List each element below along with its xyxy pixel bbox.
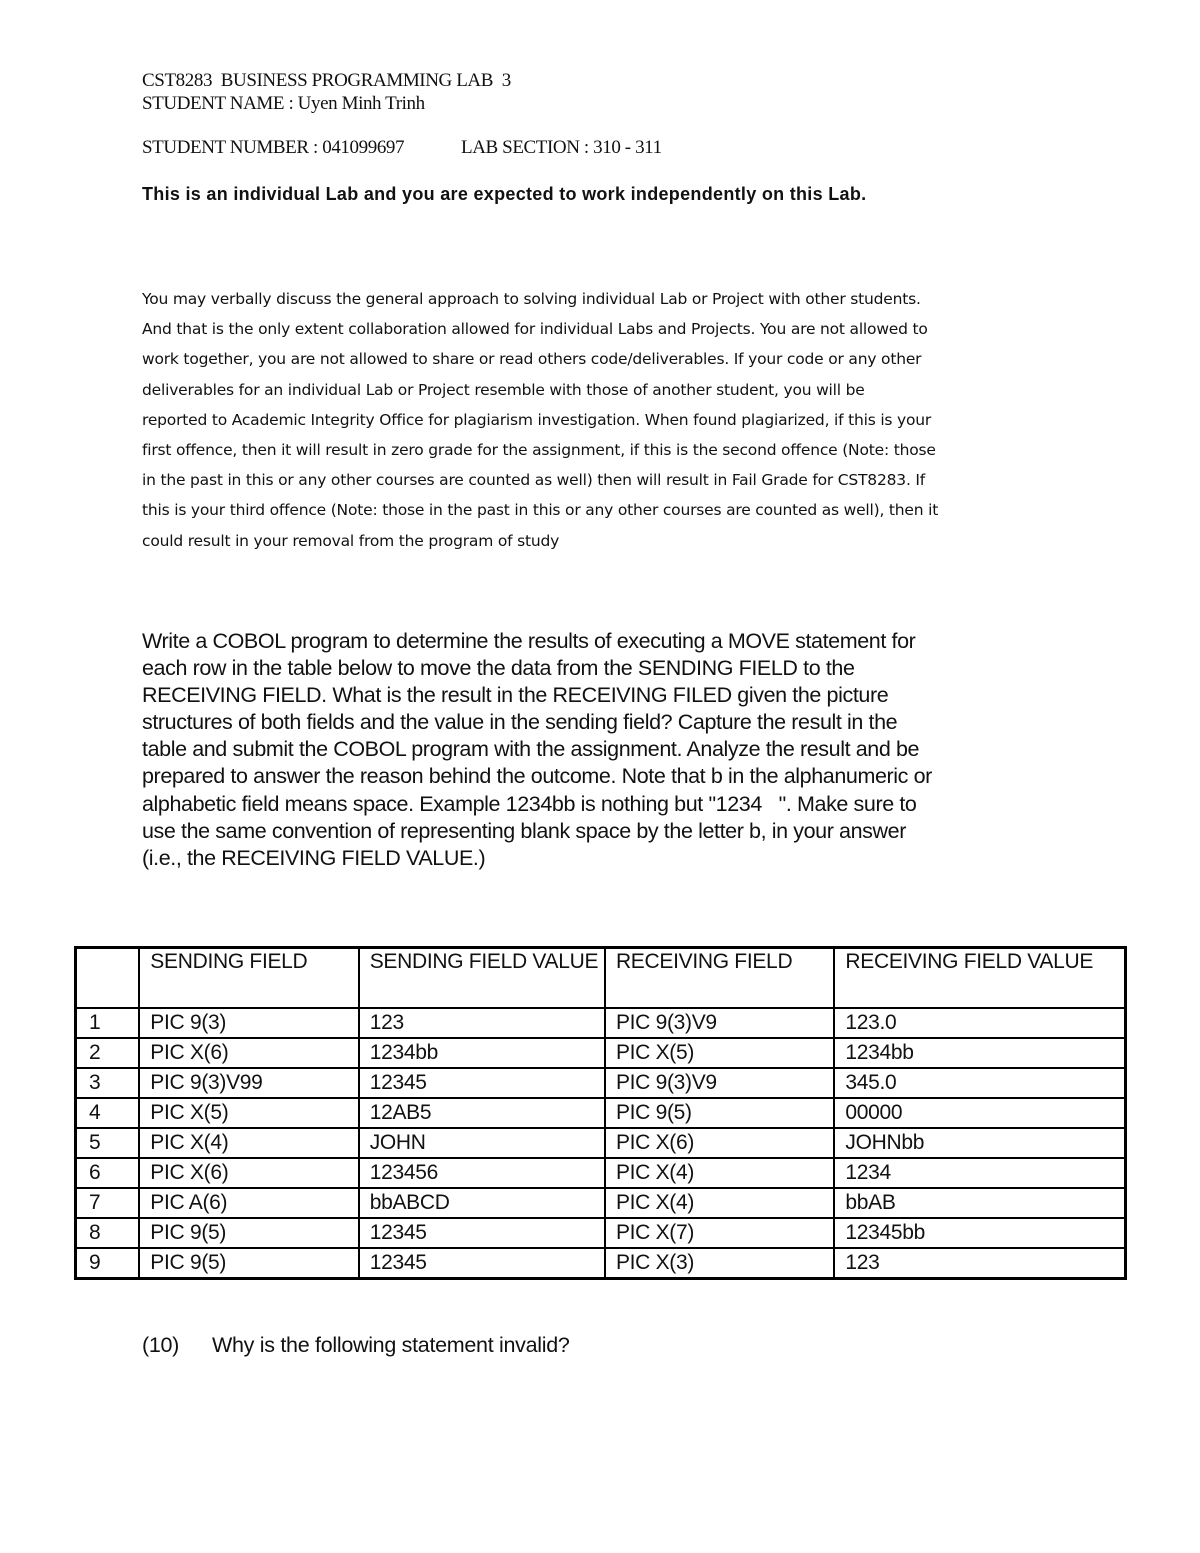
sending-value-cell: 123: [359, 1008, 605, 1038]
assignment-instructions: [142, 628, 1092, 872]
receiving-value-cell: 1234bb: [834, 1038, 1125, 1068]
policy-line: this is your third offence (Note: those in the past in this or any other courses are counted as well), then it: [142, 501, 939, 520]
policy-line: could result in your removal from the program of study: [142, 531, 560, 550]
header-row-number: [76, 948, 140, 1009]
table-header-row: [76, 948, 1126, 1009]
receiving-field-cell: PIC 9(3)V9: [605, 1068, 834, 1098]
lab-section: LAB SECTION : 310 - 311: [461, 137, 662, 158]
sending-field-cell: PIC X(5): [139, 1098, 358, 1128]
receiving-field-cell: PIC 9(5): [605, 1098, 834, 1128]
receiving-field-cell: PIC X(3): [605, 1248, 834, 1279]
sending-value-cell: 12345: [359, 1248, 605, 1279]
sending-value-cell: 12345: [359, 1068, 605, 1098]
row-number-cell: 5: [76, 1128, 140, 1158]
sending-value-cell: 1234bb: [359, 1038, 605, 1068]
sending-field-cell: PIC X(4): [139, 1128, 358, 1158]
receiving-value-cell: 123.0: [834, 1008, 1125, 1038]
instruction-line: each row in the table below to move the data from the SENDING FIELD to the: [142, 656, 855, 681]
academic-integrity-policy: [142, 284, 1072, 556]
move-results-table: [74, 946, 1127, 1280]
sending-value-cell: JOHN: [359, 1128, 605, 1158]
instruction-line: structures of both fields and the value in the sending field? Capture the result in the: [142, 710, 898, 735]
header-receiving-field: RECEIVING FIELD: [605, 948, 834, 1009]
policy-line: work together, you are not allowed to share or read others code/deliverables. If your code or any other: [142, 350, 922, 369]
instruction-line: (i.e., the RECEIVING FIELD VALUE.): [142, 845, 486, 870]
header-sending-field-value: SENDING FIELD VALUE: [359, 948, 605, 1009]
receiving-field-cell: PIC X(4): [605, 1188, 834, 1218]
question-text: Why is the following statement invalid?: [212, 1333, 570, 1357]
header-receiving-field-value: RECEIVING FIELD VALUE: [834, 948, 1125, 1009]
receiving-value-cell: 00000: [834, 1098, 1125, 1128]
header-sending-field: SENDING FIELD: [139, 948, 358, 1009]
instruction-line: alphabetic field means space. Example 1234bb is nothing but "1234 ". Make sure to: [142, 791, 917, 816]
row-number-cell: 7: [76, 1188, 140, 1218]
sending-field-cell: PIC 9(3)V99: [139, 1068, 358, 1098]
row-number-cell: 9: [76, 1248, 140, 1279]
row-number-cell: 8: [76, 1218, 140, 1248]
instruction-line: table and submit the COBOL program with the assignment. Analyze the result and be: [142, 737, 920, 762]
table-row: [76, 1158, 1126, 1188]
receiving-value-cell: bbAB: [834, 1188, 1125, 1218]
independent-work-notice: This is an individual Lab and you are expected to work independently on this Lab.: [142, 184, 867, 204]
table-body: [76, 1008, 1126, 1279]
receiving-field-cell: PIC X(7): [605, 1218, 834, 1248]
row-number-cell: 1: [76, 1008, 140, 1038]
sending-field-cell: PIC X(6): [139, 1038, 358, 1068]
sending-value-cell: bbABCD: [359, 1188, 605, 1218]
receiving-field-cell: PIC X(5): [605, 1038, 834, 1068]
table-row: [76, 1248, 1126, 1279]
table-row: [76, 1188, 1126, 1218]
instruction-line: RECEIVING FIELD. What is the result in the RECEIVING FILED given the picture: [142, 683, 889, 708]
student-number: STUDENT NUMBER : 041099697: [142, 137, 405, 158]
table-row: [76, 1098, 1126, 1128]
table-row: [76, 1008, 1126, 1038]
receiving-field-cell: PIC X(4): [605, 1158, 834, 1188]
sending-value-cell: 123456: [359, 1158, 605, 1188]
table-row: [76, 1128, 1126, 1158]
policy-line: You may verbally discuss the general approach to solving individual Lab or Project with other students.: [142, 290, 921, 308]
receiving-value-cell: JOHNbb: [834, 1128, 1125, 1158]
table-row: [76, 1038, 1126, 1068]
table-row: [76, 1218, 1126, 1248]
question-10: [142, 1333, 570, 1358]
policy-line: first offence, then it will result in zero grade for the assignment, if this is the second offence (Note: those: [142, 441, 936, 460]
policy-line: And that is the only extent collaboration allowed for individual Labs and Projects. You are not allowed to: [142, 320, 928, 339]
policy-line: deliverables for an individual Lab or Project resemble with those of another student, you will be: [142, 380, 865, 399]
row-number-cell: 3: [76, 1068, 140, 1098]
receiving-value-cell: 12345bb: [834, 1218, 1125, 1248]
sending-field-cell: PIC 9(5): [139, 1248, 358, 1279]
course-title: CST8283 BUSINESS PROGRAMMING LAB 3: [142, 70, 511, 91]
instruction-line: prepared to answer the reason behind the outcome. Note that b in the alphanumeric or: [142, 764, 932, 789]
receiving-field-cell: PIC 9(3)V9: [605, 1008, 834, 1038]
row-number-cell: 4: [76, 1098, 140, 1128]
receiving-value-cell: 123: [834, 1248, 1125, 1279]
row-number-cell: 2: [76, 1038, 140, 1068]
sending-field-cell: PIC 9(5): [139, 1218, 358, 1248]
policy-line: in the past in this or any other courses are counted as well) then will result in Fail Grade for CST8283. If: [142, 471, 926, 490]
question-number: (10): [142, 1333, 180, 1357]
receiving-value-cell: 1234: [834, 1158, 1125, 1188]
table-row: [76, 1068, 1126, 1098]
sending-value-cell: 12AB5: [359, 1098, 605, 1128]
receiving-value-cell: 345.0: [834, 1068, 1125, 1098]
sending-field-cell: PIC 9(3): [139, 1008, 358, 1038]
sending-field-cell: PIC A(6): [139, 1188, 358, 1218]
sending-field-cell: PIC X(6): [139, 1158, 358, 1188]
policy-line: reported to Academic Integrity Office for plagiarism investigation. When found plagiarized, if this is your: [142, 410, 932, 429]
sending-value-cell: 12345: [359, 1218, 605, 1248]
student-name: STUDENT NAME : Uyen Minh Trinh: [142, 93, 425, 114]
row-number-cell: 6: [76, 1158, 140, 1188]
instruction-line: use the same convention of representing blank space by the letter b, in your answer: [142, 818, 906, 843]
instruction-line: Write a COBOL program to determine the results of executing a MOVE statement for: [142, 629, 916, 653]
receiving-field-cell: PIC X(6): [605, 1128, 834, 1158]
